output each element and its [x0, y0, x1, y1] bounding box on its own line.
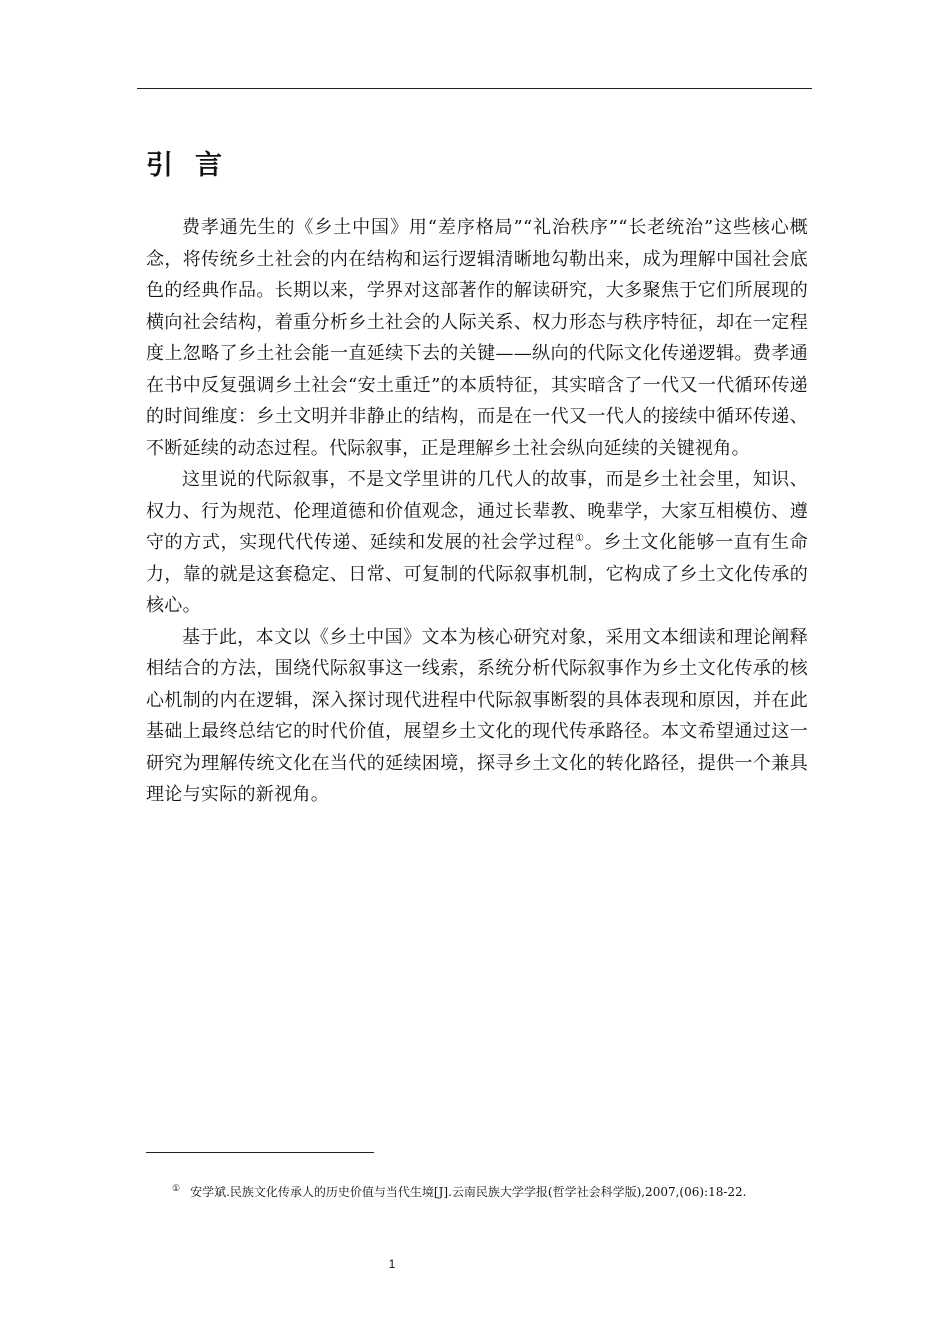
footnote-separator [146, 1152, 374, 1153]
page-number: 1 [388, 1257, 396, 1271]
paragraph-3: 基于此，本文以《乡土中国》文本为核心研究对象，采用文本细读和理论阐释相结合的方法，围绕代际叙事这一线索，系统分析代际叙事作为乡土文化传承的核心机制的内在逻辑，深入探讨现代进程中代际叙事断裂的具体表现和原因，并在此基础上最终总结它的时代价值，展望乡土文化的现代传承路径。本文希望通过这一研究为理解传统文化在当代的延续困境，探寻乡土文化的转化路径，提供一个兼具理论与实际的新视角。 [146, 626, 808, 805]
header-rule [137, 88, 812, 89]
paragraph-1: 费孝通先生的《乡土中国》用“差序格局”“礼治秩序”“长老统治”这些核心概念，将传统乡土社会的内在结构和运行逻辑清晰地勾勒出来，成为理解中国社会底色的经典作品。长期以来，学界对这部著作的解读研究，大多聚焦于它们所展现的横向社会结构，着重分析乡土社会的人际关系、权力形态与秩序特征，却在一定程度上忽略了乡土社会能一直延续下去的关键——纵向的代际文化传递逻辑。费孝通在书中反复强调乡土社会“安土重迁”的本质特征，其实暗含了一代又一代循环传递的时间维度：乡土文明并非静止的结构，而是在一代又一代人的接续中循环传递、不断延续的动态过程。代际叙事，正是理解乡土社会纵向延续的关键视角。 [146, 217, 808, 459]
paragraph-2-text-after: 。乡土文化能够一直有生命力，靠的就是这套稳定、日常、可复制的代际叙事机制，它构成了乡土文化传承的核心。 [146, 532, 809, 616]
section-heading: 引言 [146, 150, 244, 181]
footnote-mark: ① [172, 1184, 181, 1194]
paragraph-2-text-before: 这里说的代际叙事，不是文学里讲的几代人的故事，而是乡土社会里，知识、权力、行为规范、伦理道德和价值观念，通过长辈教、晚辈学，大家互相模仿、遵守的方式，实现代代传递、延续和发展的社会学过程 [146, 469, 808, 553]
footnote [146, 1175, 806, 1210]
paragraph-2 [146, 464, 808, 622]
body-text [146, 212, 808, 811]
footnote-text: 安学斌.民族文化传承人的历史价值与当代生境[J].云南民族大学学报(哲学社会科学版),2007,(06):18-22. [190, 1185, 747, 1199]
footnote-reference[interactable]: ① [574, 533, 585, 544]
